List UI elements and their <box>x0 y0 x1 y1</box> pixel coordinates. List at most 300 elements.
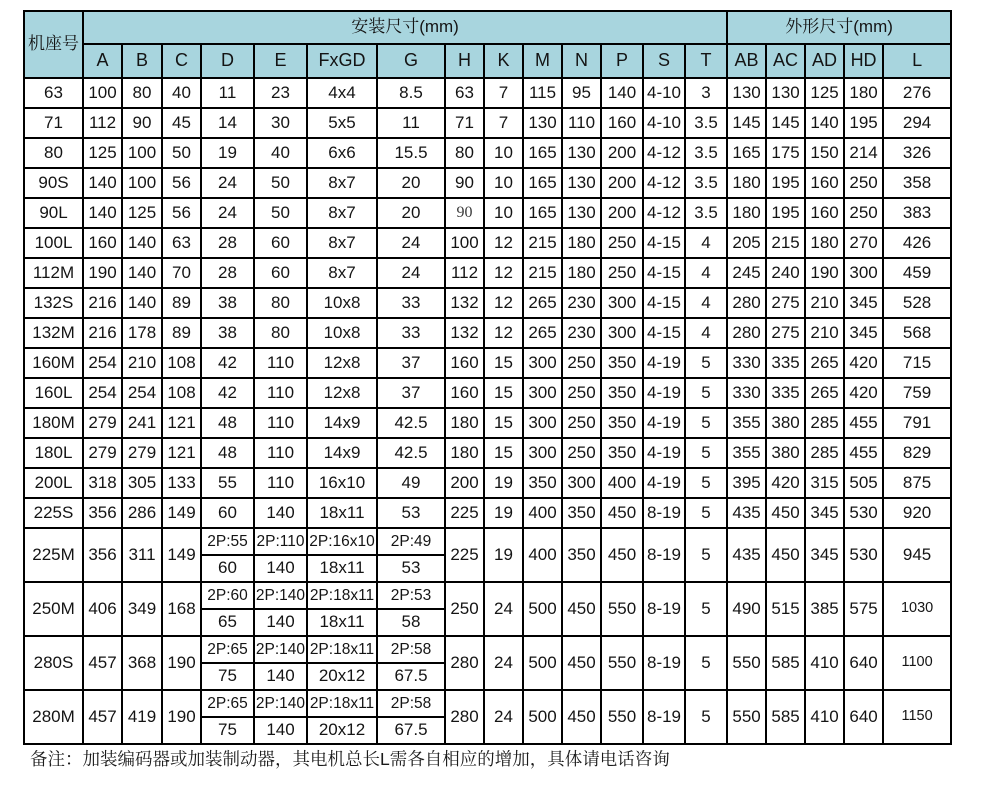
cell-160M-HD: 420 <box>844 348 883 378</box>
cell-225S-L: 920 <box>883 498 951 528</box>
column-header-B: B <box>122 44 162 78</box>
cell-71-B: 90 <box>122 108 162 138</box>
cell-100L-N: 180 <box>562 228 601 258</box>
cell-180M-C: 121 <box>162 408 201 438</box>
cell-250M-P: 550 <box>601 582 643 636</box>
cell-71-D: 14 <box>201 108 254 138</box>
cell-80-E: 40 <box>254 138 307 168</box>
cell-71-S: 4-10 <box>643 108 685 138</box>
cell-225S-AC: 450 <box>766 498 805 528</box>
frame-size-250M: 250M <box>24 582 83 636</box>
cell-90L-D: 24 <box>201 198 254 228</box>
cell-100L-H: 100 <box>445 228 484 258</box>
cell-250M-L: 1030 <box>883 582 951 636</box>
cell-90L-P: 200 <box>601 198 643 228</box>
cell-200L-D: 55 <box>201 468 254 498</box>
cell-132S-L: 528 <box>883 288 951 318</box>
cell-80-P: 200 <box>601 138 643 168</box>
cell-180M-N: 250 <box>562 408 601 438</box>
cell-280M-N: 450 <box>562 690 601 744</box>
cell-180M-T: 5 <box>685 408 727 438</box>
cell-280M-C: 190 <box>162 690 201 744</box>
cell-71-H: 71 <box>445 108 484 138</box>
cell-160L-T: 5 <box>685 378 727 408</box>
cell-80-A: 125 <box>83 138 122 168</box>
cell-80-AD: 150 <box>805 138 844 168</box>
cell-132S-HD: 345 <box>844 288 883 318</box>
cell-90L-L: 383 <box>883 198 951 228</box>
column-header-S: S <box>643 44 685 78</box>
cell-280M-A: 457 <box>83 690 122 744</box>
cell-180L-P: 350 <box>601 438 643 468</box>
cell-90S-M: 165 <box>523 168 562 198</box>
cell-280S-AC: 585 <box>766 636 805 690</box>
cell-112M-S: 4-15 <box>643 258 685 288</box>
cell-80-D: 19 <box>201 138 254 168</box>
cell-280M-P: 550 <box>601 690 643 744</box>
column-header-FxGD: FxGD <box>307 44 377 78</box>
cell-160M-C: 108 <box>162 348 201 378</box>
cell-132M-G: 33 <box>377 318 445 348</box>
cell-63-M: 115 <box>523 78 562 108</box>
cell-200L-S: 4-19 <box>643 468 685 498</box>
cell-225S-C: 149 <box>162 498 201 528</box>
cell-180M-S: 4-19 <box>643 408 685 438</box>
cell-180M-H: 180 <box>445 408 484 438</box>
cell-250M-G-std: 58 <box>377 609 445 636</box>
column-header-D: D <box>201 44 254 78</box>
cell-160L-G: 37 <box>377 378 445 408</box>
table-row <box>24 228 951 258</box>
cell-100L-A: 160 <box>83 228 122 258</box>
cell-90S-FxGD: 8x7 <box>307 168 377 198</box>
frame-size-132S: 132S <box>24 288 83 318</box>
cell-180L-G: 42.5 <box>377 438 445 468</box>
cell-250M-C: 168 <box>162 582 201 636</box>
cell-225M-E-std: 140 <box>254 555 307 582</box>
cell-280M-T: 5 <box>685 690 727 744</box>
cell-90S-P: 200 <box>601 168 643 198</box>
cell-180M-AB: 355 <box>727 408 766 438</box>
table-row <box>24 498 951 528</box>
cell-160L-N: 250 <box>562 378 601 408</box>
cell-280S-E-std: 140 <box>254 663 307 690</box>
cell-90S-C: 56 <box>162 168 201 198</box>
frame-size-180L: 180L <box>24 438 83 468</box>
cell-132S-H: 132 <box>445 288 484 318</box>
cell-160L-AC: 335 <box>766 378 805 408</box>
column-header-AC: AC <box>766 44 805 78</box>
cell-280S-FxGD-2p: 2P:18x11 <box>307 636 377 663</box>
cell-160L-D: 42 <box>201 378 254 408</box>
cell-250M-FxGD-std: 18x11 <box>307 609 377 636</box>
cell-280S-D-2p: 2P:65 <box>201 636 254 663</box>
cell-112M-H: 112 <box>445 258 484 288</box>
cell-180L-H: 180 <box>445 438 484 468</box>
frame-size-160M: 160M <box>24 348 83 378</box>
cell-90S-E: 50 <box>254 168 307 198</box>
cell-80-HD: 214 <box>844 138 883 168</box>
cell-63-S: 4-10 <box>643 78 685 108</box>
cell-132S-S: 4-15 <box>643 288 685 318</box>
cell-63-G: 8.5 <box>377 78 445 108</box>
cell-160M-AD: 265 <box>805 348 844 378</box>
cell-225M-D-2p: 2P:55 <box>201 528 254 555</box>
cell-132S-G: 33 <box>377 288 445 318</box>
cell-180L-L: 829 <box>883 438 951 468</box>
table-body <box>24 78 951 744</box>
cell-100L-S: 4-15 <box>643 228 685 258</box>
cell-225S-D: 60 <box>201 498 254 528</box>
cell-71-C: 45 <box>162 108 201 138</box>
frame-size-112M: 112M <box>24 258 83 288</box>
cell-180L-C: 121 <box>162 438 201 468</box>
frame-size-180M: 180M <box>24 408 83 438</box>
cell-250M-T: 5 <box>685 582 727 636</box>
cell-63-N: 95 <box>562 78 601 108</box>
cell-71-P: 160 <box>601 108 643 138</box>
cell-71-N: 110 <box>562 108 601 138</box>
cell-225S-N: 350 <box>562 498 601 528</box>
cell-225S-S: 8-19 <box>643 498 685 528</box>
cell-80-AB: 165 <box>727 138 766 168</box>
cell-100L-B: 140 <box>122 228 162 258</box>
cell-100L-FxGD: 8x7 <box>307 228 377 258</box>
cell-132M-T: 4 <box>685 318 727 348</box>
table-row <box>24 198 951 228</box>
cell-280M-B: 419 <box>122 690 162 744</box>
cell-112M-AD: 190 <box>805 258 844 288</box>
cell-280M-K: 24 <box>484 690 523 744</box>
cell-90L-K: 10 <box>484 198 523 228</box>
cell-225S-HD: 530 <box>844 498 883 528</box>
cell-132S-C: 89 <box>162 288 201 318</box>
cell-160L-A: 254 <box>83 378 122 408</box>
cell-160M-T: 5 <box>685 348 727 378</box>
cell-200L-FxGD: 16x10 <box>307 468 377 498</box>
cell-160L-S: 4-19 <box>643 378 685 408</box>
cell-80-C: 50 <box>162 138 201 168</box>
cell-80-H: 80 <box>445 138 484 168</box>
cell-63-AD: 125 <box>805 78 844 108</box>
cell-90S-G: 20 <box>377 168 445 198</box>
cell-132S-FxGD: 10x8 <box>307 288 377 318</box>
cell-160M-AB: 330 <box>727 348 766 378</box>
cell-71-M: 130 <box>523 108 562 138</box>
cell-225S-B: 286 <box>122 498 162 528</box>
cell-90L-M: 165 <box>523 198 562 228</box>
cell-180L-D: 48 <box>201 438 254 468</box>
cell-100L-AB: 205 <box>727 228 766 258</box>
cell-100L-G: 24 <box>377 228 445 258</box>
cell-100L-K: 12 <box>484 228 523 258</box>
table-row <box>24 348 951 378</box>
cell-280S-B: 368 <box>122 636 162 690</box>
cell-280M-FxGD-2p: 2P:18x11 <box>307 690 377 717</box>
cell-160M-AC: 335 <box>766 348 805 378</box>
frame-size-160L: 160L <box>24 378 83 408</box>
cell-180L-K: 15 <box>484 438 523 468</box>
cell-200L-P: 400 <box>601 468 643 498</box>
cell-160L-FxGD: 12x8 <box>307 378 377 408</box>
column-header-N: N <box>562 44 601 78</box>
frame-size-80: 80 <box>24 138 83 168</box>
cell-90L-A: 140 <box>83 198 122 228</box>
cell-280M-HD: 640 <box>844 690 883 744</box>
cell-80-S: 4-12 <box>643 138 685 168</box>
cell-180L-AB: 355 <box>727 438 766 468</box>
cell-280S-FxGD-std: 20x12 <box>307 663 377 690</box>
cell-200L-B: 305 <box>122 468 162 498</box>
cell-90L-FxGD: 8x7 <box>307 198 377 228</box>
cell-112M-AC: 240 <box>766 258 805 288</box>
cell-280M-S: 8-19 <box>643 690 685 744</box>
cell-100L-E: 60 <box>254 228 307 258</box>
cell-100L-P: 250 <box>601 228 643 258</box>
table-header <box>24 11 951 78</box>
cell-280S-G-2p: 2P:58 <box>377 636 445 663</box>
cell-180M-AD: 285 <box>805 408 844 438</box>
cell-90L-G: 20 <box>377 198 445 228</box>
cell-160M-P: 350 <box>601 348 643 378</box>
cell-200L-H: 200 <box>445 468 484 498</box>
cell-132M-P: 300 <box>601 318 643 348</box>
cell-280S-M: 500 <box>523 636 562 690</box>
cell-200L-K: 19 <box>484 468 523 498</box>
cell-63-T: 3 <box>685 78 727 108</box>
cell-132S-D: 38 <box>201 288 254 318</box>
cell-280M-D-std: 75 <box>201 717 254 744</box>
frame-size-225S: 225S <box>24 498 83 528</box>
cell-200L-C: 133 <box>162 468 201 498</box>
group-header-1: 外形尺寸(mm) <box>727 11 951 44</box>
cell-250M-AC: 515 <box>766 582 805 636</box>
table-row <box>24 528 951 555</box>
cell-160L-H: 160 <box>445 378 484 408</box>
cell-132S-B: 140 <box>122 288 162 318</box>
cell-80-AC: 175 <box>766 138 805 168</box>
motor-dimensions-table <box>23 10 952 745</box>
cell-100L-D: 28 <box>201 228 254 258</box>
cell-250M-N: 450 <box>562 582 601 636</box>
cell-112M-HD: 300 <box>844 258 883 288</box>
table-row <box>24 408 951 438</box>
cell-132M-H: 132 <box>445 318 484 348</box>
group-header-0: 安装尺寸(mm) <box>83 11 727 44</box>
table-row <box>24 78 951 108</box>
cell-180M-M: 300 <box>523 408 562 438</box>
cell-90S-A: 140 <box>83 168 122 198</box>
cell-225S-AD: 345 <box>805 498 844 528</box>
cell-71-HD: 195 <box>844 108 883 138</box>
cell-63-E: 23 <box>254 78 307 108</box>
cell-112M-E: 60 <box>254 258 307 288</box>
cell-225M-E-2p: 2P:110 <box>254 528 307 555</box>
cell-112M-FxGD: 8x7 <box>307 258 377 288</box>
cell-225S-E: 140 <box>254 498 307 528</box>
cell-280M-G-std: 67.5 <box>377 717 445 744</box>
cell-100L-HD: 270 <box>844 228 883 258</box>
cell-280M-M: 500 <box>523 690 562 744</box>
frame-size-225M: 225M <box>24 528 83 582</box>
cell-160L-P: 350 <box>601 378 643 408</box>
cell-225S-P: 450 <box>601 498 643 528</box>
cell-63-B: 80 <box>122 78 162 108</box>
cell-112M-K: 12 <box>484 258 523 288</box>
column-header-P: P <box>601 44 643 78</box>
cell-90L-HD: 250 <box>844 198 883 228</box>
cell-225M-A: 356 <box>83 528 122 582</box>
cell-90S-L: 358 <box>883 168 951 198</box>
table-row <box>24 582 951 609</box>
cell-90L-E: 50 <box>254 198 307 228</box>
cell-90S-S: 4-12 <box>643 168 685 198</box>
cell-225M-HD: 530 <box>844 528 883 582</box>
cell-180L-N: 250 <box>562 438 601 468</box>
frame-size-63: 63 <box>24 78 83 108</box>
cell-132S-N: 230 <box>562 288 601 318</box>
cell-160L-AD: 265 <box>805 378 844 408</box>
cell-250M-D-2p: 2P:60 <box>201 582 254 609</box>
column-header-E: E <box>254 44 307 78</box>
cell-280S-D-std: 75 <box>201 663 254 690</box>
cell-132S-E: 80 <box>254 288 307 318</box>
table-row <box>24 108 951 138</box>
cell-280M-AD: 410 <box>805 690 844 744</box>
cell-132M-E: 80 <box>254 318 307 348</box>
cell-280M-L: 1150 <box>883 690 951 744</box>
cell-90L-T: 3.5 <box>685 198 727 228</box>
cell-132M-N: 230 <box>562 318 601 348</box>
cell-225M-FxGD-2p: 2P:16x10 <box>307 528 377 555</box>
table-row <box>24 636 951 663</box>
cell-132M-D: 38 <box>201 318 254 348</box>
cell-280S-L: 1100 <box>883 636 951 690</box>
cell-71-FxGD: 5x5 <box>307 108 377 138</box>
table-row <box>24 138 951 168</box>
column-header-G: G <box>377 44 445 78</box>
cell-160M-K: 15 <box>484 348 523 378</box>
cell-63-A: 100 <box>83 78 122 108</box>
cell-90S-AB: 180 <box>727 168 766 198</box>
cell-225M-T: 5 <box>685 528 727 582</box>
cell-225M-S: 8-19 <box>643 528 685 582</box>
cell-160L-C: 108 <box>162 378 201 408</box>
cell-250M-E-2p: 2P:140 <box>254 582 307 609</box>
cell-180L-AD: 285 <box>805 438 844 468</box>
column-header-AD: AD <box>805 44 844 78</box>
cell-80-L: 326 <box>883 138 951 168</box>
cell-225M-B: 311 <box>122 528 162 582</box>
cell-112M-C: 70 <box>162 258 201 288</box>
cell-250M-H: 250 <box>445 582 484 636</box>
cell-71-L: 294 <box>883 108 951 138</box>
cell-63-L: 276 <box>883 78 951 108</box>
cell-225M-M: 400 <box>523 528 562 582</box>
cell-280S-AB: 550 <box>727 636 766 690</box>
cell-250M-K: 24 <box>484 582 523 636</box>
cell-180L-FxGD: 14x9 <box>307 438 377 468</box>
cell-280S-G-std: 67.5 <box>377 663 445 690</box>
table-row <box>24 168 951 198</box>
cell-80-FxGD: 6x6 <box>307 138 377 168</box>
cell-200L-M: 350 <box>523 468 562 498</box>
cell-160M-G: 37 <box>377 348 445 378</box>
column-header-AB: AB <box>727 44 766 78</box>
cell-225M-K: 19 <box>484 528 523 582</box>
cell-280S-S: 8-19 <box>643 636 685 690</box>
cell-63-H: 63 <box>445 78 484 108</box>
cell-132M-A: 216 <box>83 318 122 348</box>
cell-90S-H: 90 <box>445 168 484 198</box>
cell-112M-T: 4 <box>685 258 727 288</box>
cell-280M-AB: 550 <box>727 690 766 744</box>
cell-160L-HD: 420 <box>844 378 883 408</box>
cell-100L-T: 4 <box>685 228 727 258</box>
cell-250M-AD: 385 <box>805 582 844 636</box>
cell-63-AB: 130 <box>727 78 766 108</box>
cell-90S-AC: 195 <box>766 168 805 198</box>
cell-225S-G: 53 <box>377 498 445 528</box>
frame-size-90L: 90L <box>24 198 83 228</box>
cell-132M-AD: 210 <box>805 318 844 348</box>
table-row <box>24 288 951 318</box>
cell-180M-D: 48 <box>201 408 254 438</box>
cell-180M-HD: 455 <box>844 408 883 438</box>
cell-180M-FxGD: 14x9 <box>307 408 377 438</box>
cell-225S-A: 356 <box>83 498 122 528</box>
cell-250M-FxGD-2p: 2P:18x11 <box>307 582 377 609</box>
cell-160M-H: 160 <box>445 348 484 378</box>
cell-280S-AD: 410 <box>805 636 844 690</box>
table-row <box>24 258 951 288</box>
cell-280S-H: 280 <box>445 636 484 690</box>
cell-132S-M: 265 <box>523 288 562 318</box>
frame-size-90S: 90S <box>24 168 83 198</box>
cell-280M-FxGD-std: 20x12 <box>307 717 377 744</box>
cell-160M-D: 42 <box>201 348 254 378</box>
table-row <box>24 468 951 498</box>
cell-132M-M: 265 <box>523 318 562 348</box>
cell-225M-L: 945 <box>883 528 951 582</box>
cell-180L-HD: 455 <box>844 438 883 468</box>
cell-132S-T: 4 <box>685 288 727 318</box>
cell-71-AD: 140 <box>805 108 844 138</box>
cell-132S-P: 300 <box>601 288 643 318</box>
frame-size-200L: 200L <box>24 468 83 498</box>
cell-160M-N: 250 <box>562 348 601 378</box>
cell-250M-A: 406 <box>83 582 122 636</box>
cell-160M-B: 210 <box>122 348 162 378</box>
cell-112M-L: 459 <box>883 258 951 288</box>
cell-225M-AB: 435 <box>727 528 766 582</box>
cell-160L-E: 110 <box>254 378 307 408</box>
cell-280M-G-2p: 2P:58 <box>377 690 445 717</box>
cell-180M-A: 279 <box>83 408 122 438</box>
cell-200L-N: 300 <box>562 468 601 498</box>
cell-90L-C: 56 <box>162 198 201 228</box>
cell-180L-T: 5 <box>685 438 727 468</box>
cell-250M-G-2p: 2P:53 <box>377 582 445 609</box>
cell-180L-S: 4-19 <box>643 438 685 468</box>
cell-71-AB: 145 <box>727 108 766 138</box>
cell-90L-AB: 180 <box>727 198 766 228</box>
cell-160L-L: 759 <box>883 378 951 408</box>
cell-132S-AC: 275 <box>766 288 805 318</box>
cell-225M-AC: 450 <box>766 528 805 582</box>
cell-80-M: 165 <box>523 138 562 168</box>
cell-132S-A: 216 <box>83 288 122 318</box>
